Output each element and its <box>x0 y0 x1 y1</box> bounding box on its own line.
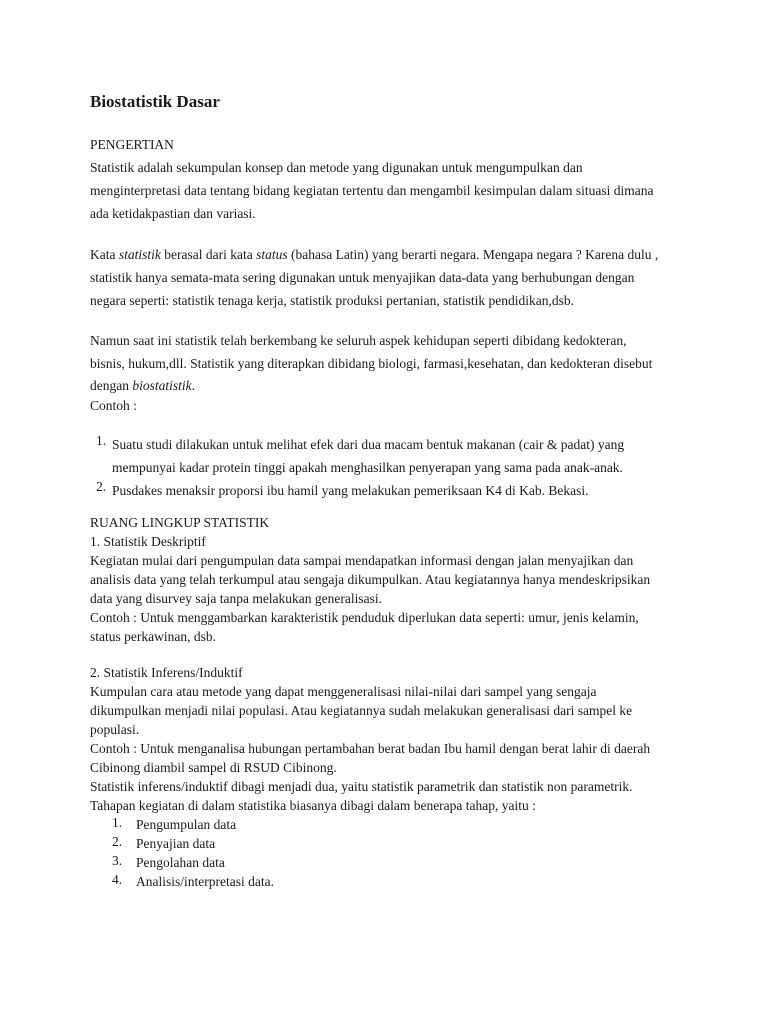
example-list <box>90 433 690 502</box>
text-run: Kata <box>90 247 119 262</box>
paragraph-line: populasi. <box>90 722 140 737</box>
italic-term: biostatistik <box>132 378 192 393</box>
paragraph-line: Contoh : Untuk menganalisa hubungan pertambahan berat badan Ibu hamil dengan berat lahir di daerah <box>90 741 651 756</box>
list-item <box>90 834 690 853</box>
text-run: dengan <box>90 378 133 393</box>
paragraph-line: data yang disurvey saja tanpa melakukan generalisasi. <box>90 591 383 606</box>
section-heading: PENGERTIAN <box>90 137 174 152</box>
paragraph-line: bisnis, hukum,dll. Statistik yang diterapkan dibidang biologi, farmasi,kesehatan, dan kedokteran disebut <box>90 356 653 371</box>
list-text: Pengumpulan data <box>136 817 237 832</box>
paragraph-line: negara seperti: statistik tenaga kerja, statistik produksi pertanian, statistik pendidikan,dsb. <box>90 293 575 308</box>
list-number: 4. <box>112 872 123 887</box>
stages-list <box>90 815 690 891</box>
ruang-lingkup-section <box>90 513 690 646</box>
contoh-label: Contoh : <box>90 398 137 413</box>
section-heading: RUANG LINGKUP STATISTIK <box>90 515 270 530</box>
subsection-heading: 1. Statistik Deskriptif <box>90 534 206 549</box>
paragraph-line: ada ketidakpastian dan variasi. <box>90 206 256 221</box>
paragraph-line: Kegiatan mulai dari pengumpulan data sampai mendapatkan informasi dengan jalan menyajikan dan <box>90 553 634 568</box>
subsection-heading: 2. Statistik Inferens/Induktif <box>90 665 243 680</box>
list-number: 1. <box>112 815 123 830</box>
pengertian-section <box>90 133 690 225</box>
paragraph-line: analisis data yang telah terkumpul atau sengaja dikumpulkan. Atau kegiatannya hanya mendeskripsikan <box>90 572 651 587</box>
italic-term: status <box>256 247 288 262</box>
paragraph-line: menginterpretasi data tentang bidang kegiatan tertentu dan mengambil kesimpulan dalam situasi dimana <box>90 183 654 198</box>
list-text: Pengolahan data <box>136 855 225 870</box>
list-text: Suatu studi dilakukan untuk melihat efek dari dua macam bentuk makanan (cair & padat) yang <box>112 437 625 452</box>
paragraph-line: Statistik inferens/induktif dibagi menjadi dua, yaitu statistik parametrik dan statistik non parametrik. <box>90 779 633 794</box>
paragraph-line: statistik hanya semata-mata sering digunakan untuk menyajikan data-data yang berhubungan dengan <box>90 270 635 285</box>
list-text: Analisis/interpretasi data. <box>136 874 274 889</box>
paragraph-line: Namun saat ini statistik telah berkembang ke seluruh aspek kehidupan seperti dibidang kedokteran, <box>90 333 627 348</box>
paragraph-line <box>90 375 690 396</box>
list-item <box>90 433 690 479</box>
list-number: 2. <box>96 479 107 494</box>
list-item <box>90 815 690 834</box>
paragraph-line: Kumpulan cara atau metode yang dapat menggeneralisasi nilai-nilai dari sampel yang sengaja <box>90 684 597 699</box>
paragraph-line: Cibinong diambil sampel di RSUD Cibinong. <box>90 760 337 775</box>
paragraph-line: Tahapan kegiatan di dalam statistika biasanya dibagi dalam benerapa tahap, yaitu : <box>90 798 536 813</box>
paragraph-line: Contoh : Untuk menggambarkan karakteristik penduduk diperlukan data seperti: umur, jenis kelamin, <box>90 610 639 625</box>
list-number: 3. <box>112 853 123 868</box>
list-item <box>90 479 690 502</box>
list-text: Penyajian data <box>136 836 216 851</box>
text-run: (bahasa Latin) yang berarti negara. Mengapa negara ? Karena dulu , <box>287 247 659 262</box>
italic-term: statistik <box>118 247 161 262</box>
paragraph-line: Statistik adalah sekumpulan konsep dan metode yang digunakan untuk mengumpulkan dan <box>90 160 583 175</box>
document-title: Biostatistik Dasar <box>90 92 220 111</box>
paragraph-biostatistik <box>90 329 690 415</box>
list-text: Pusdakes menaksir proporsi ibu hamil yang melakukan pemeriksaan K4 di Kab. Bekasi. <box>112 483 589 498</box>
paragraph-line <box>90 243 690 266</box>
text-run: . <box>191 378 195 393</box>
paragraph-line: dikumpulkan menjadi nilai populasi. Atau kegiatannya sudah melakukan generalisasi dari sampel ke <box>90 703 633 718</box>
list-item <box>90 872 690 891</box>
list-item <box>90 853 690 872</box>
list-text: mempunyai kadar protein tinggi apakah menghasilkan penyerapan yang sama pada anak-anak. <box>112 460 623 475</box>
inferens-section <box>90 663 690 815</box>
list-number: 2. <box>112 834 123 849</box>
text-run: berasal dari kata <box>160 247 257 262</box>
paragraph-line: status perkawinan, dsb. <box>90 629 216 644</box>
paragraph-kata-statistik <box>90 243 690 312</box>
list-number: 1. <box>96 433 107 448</box>
